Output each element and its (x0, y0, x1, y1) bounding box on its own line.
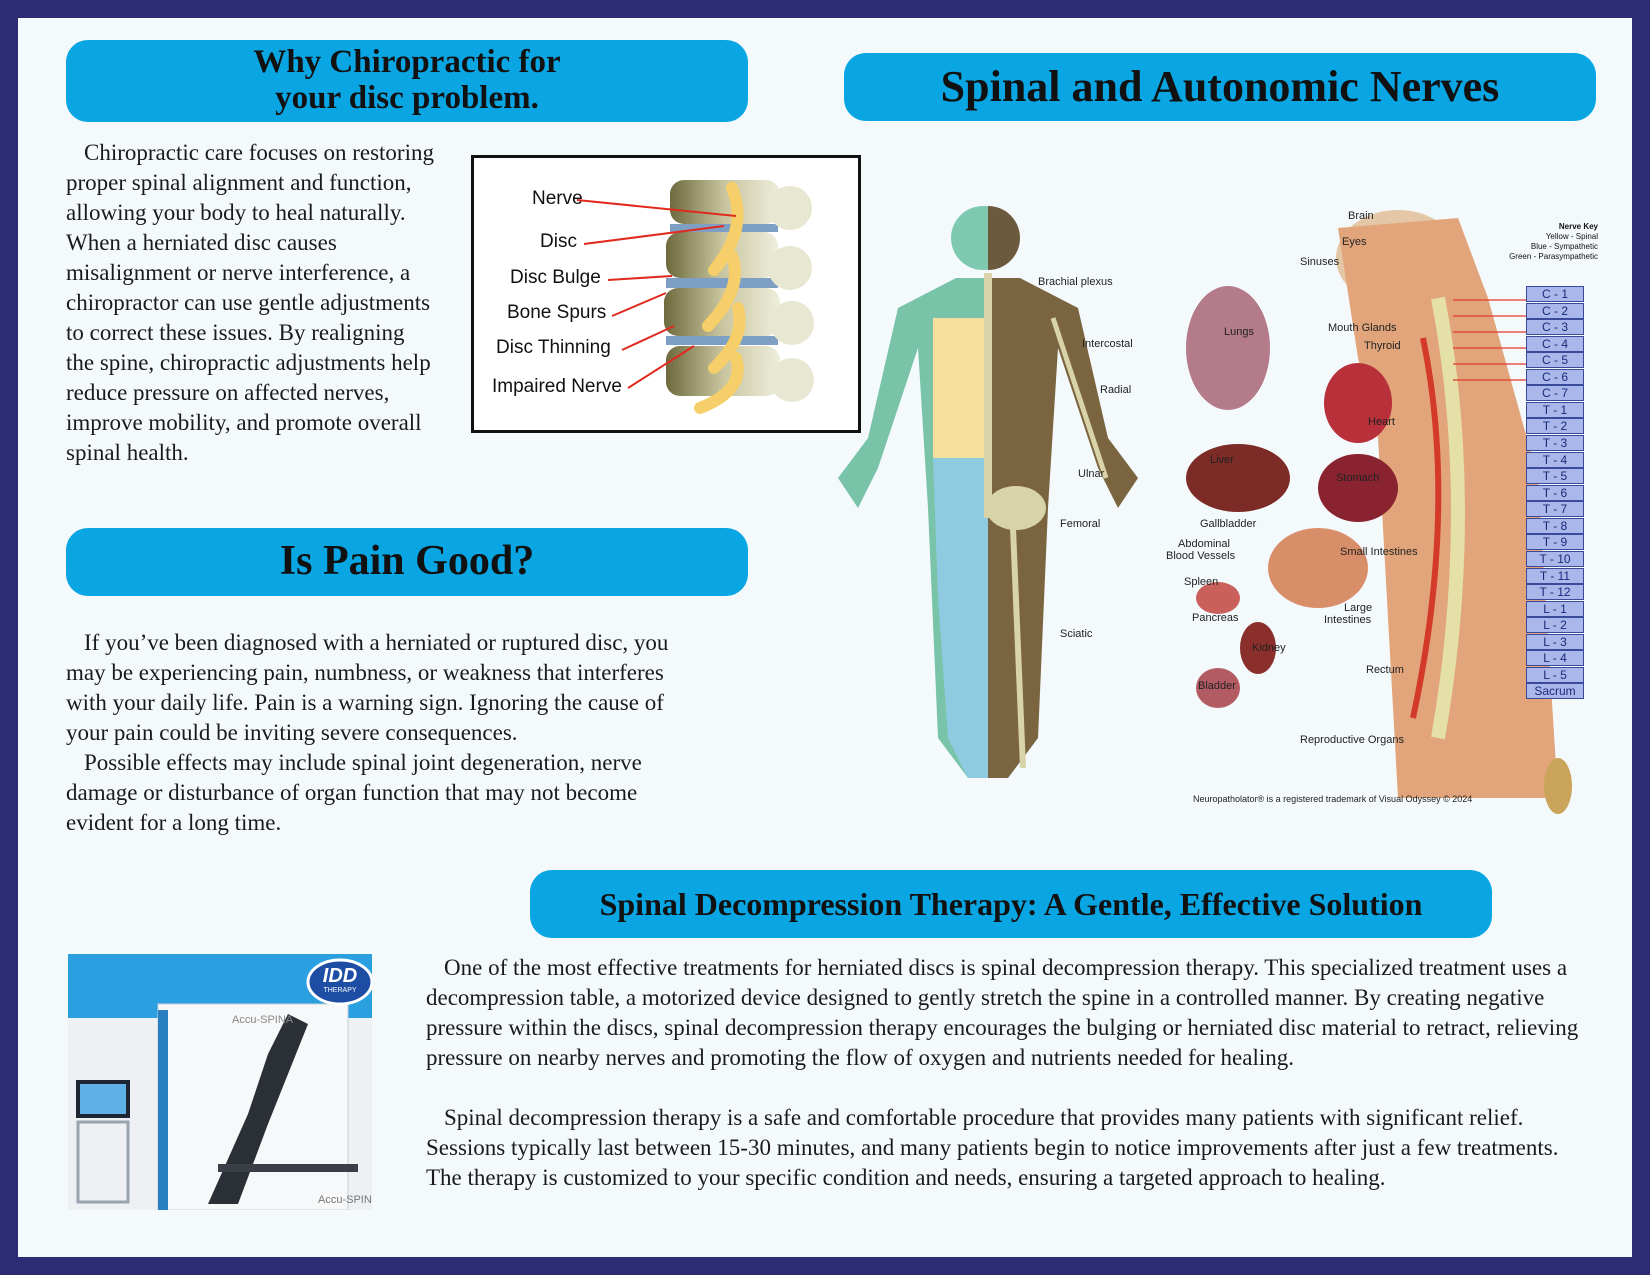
label-eyes: Eyes (1342, 236, 1367, 248)
nerve-key-sympathetic: Blue - Sympathetic (1530, 242, 1598, 251)
label-bone-spurs: Bone Spurs (507, 302, 607, 323)
vertebra-l4: L - 4 (1526, 650, 1584, 666)
label-brachial-plexus: Brachial plexus (1038, 276, 1113, 288)
label-impaired-nerve: Impaired Nerve (492, 376, 622, 397)
vertebra-l5: L - 5 (1526, 667, 1584, 683)
label-mouth-glands: Mouth Glands (1328, 322, 1397, 334)
label-thyroid: Thyroid (1364, 340, 1401, 352)
vertebra-l1: L - 1 (1526, 601, 1584, 617)
vertebra-t6: T - 6 (1526, 485, 1584, 501)
label-blood-vessels: Blood Vessels (1166, 550, 1236, 562)
vertebra-t4: T - 4 (1526, 452, 1584, 468)
label-small-intestines: Small Intestines (1340, 546, 1418, 558)
label-kidney: Kidney (1252, 642, 1286, 654)
decompression-machine-photo (68, 954, 372, 1210)
nerve-key-spinal: Yellow - Spinal (1545, 232, 1598, 241)
is-pain-good-text (66, 628, 706, 838)
organ-diagram (1186, 210, 1558, 798)
label-lungs: Lungs (1224, 326, 1254, 338)
vertebra-c6: C - 6 (1526, 369, 1584, 385)
disc-diagram (471, 155, 861, 433)
is-pain-good-heading: Is Pain Good? (66, 528, 748, 596)
vertebra-t9: T - 9 (1526, 534, 1584, 550)
vertebra-t2: T - 2 (1526, 418, 1584, 434)
page (18, 18, 1632, 1257)
label-bladder: Bladder (1198, 680, 1236, 692)
vertebra-c7: C - 7 (1526, 385, 1584, 401)
nerve-key (1488, 222, 1598, 262)
label-spleen: Spleen (1184, 576, 1219, 588)
vertebra-c1: C - 1 (1526, 286, 1584, 302)
label-stomach: Stomach (1336, 472, 1380, 484)
decompression-text (426, 953, 1596, 1193)
decompression-heading: Spinal Decompression Therapy: A Gentle, Effective Solution (530, 870, 1492, 938)
label-large: Large (1344, 602, 1373, 614)
human-figure (838, 206, 1138, 778)
vertebra-l2: L - 2 (1526, 617, 1584, 633)
vertebra-t1: T - 1 (1526, 402, 1584, 418)
trademark-notice: Neuropatholator® is a registered trademark of Visual Odyssey © 2024 (1193, 794, 1473, 804)
label-nerve: Nerve (532, 188, 583, 209)
spinal-nerves-heading: Spinal and Autonomic Nerves (844, 53, 1596, 121)
why-paragraph: Chiropractic care focuses on restoring proper spinal alignment and function, allowing your body to heal naturally. When a herniated disc causes misalignment or nerve interference, a chiropractor can use gentle adjustments to correct these issues. By realigning the spine, chiropractic adjustments help reduce pressure on affected nerves, improve mobility, and promote overall spinal health. (66, 140, 434, 465)
vertebra-t10: T - 10 (1526, 551, 1584, 567)
decompression-paragraph-2: Spinal decompression therapy is a safe and comfortable procedure that provides many patients with significant relief. Sessions typically last between 15-30 minutes, and many patients begin to notice improvements after just a few treatments. The therapy is customized to your specific condition and needs, ensuring a targeted approach to healing. (426, 1105, 1559, 1190)
why-title-line1: Why Chiropractic for (253, 44, 561, 81)
why-title-line2: your disc problem. (275, 80, 539, 116)
label-brain: Brain (1348, 210, 1374, 222)
accu-spina-brand-bottom: Accu-SPIN (318, 1194, 372, 1206)
idd-logo-subtext: THERAPY (323, 987, 357, 994)
accu-spina-brand: Accu-SPINA (232, 1014, 294, 1026)
label-sinuses: Sinuses (1300, 256, 1340, 268)
vertebra-sacrum: Sacrum (1526, 683, 1584, 699)
vertebra-t8: T - 8 (1526, 518, 1584, 534)
label-disc-thinning: Disc Thinning (496, 337, 611, 358)
label-gallbladder: Gallbladder (1200, 518, 1257, 530)
label-ulnar: Ulnar (1078, 468, 1105, 480)
label-radial: Radial (1100, 384, 1132, 396)
vertebra-c4: C - 4 (1526, 336, 1584, 352)
nerve-key-title: Nerve Key (1558, 222, 1598, 231)
pain-paragraph-1: If you’ve been diagnosed with a herniated or ruptured disc, you may be experiencing pain, numbness, or weakness that interferes with your daily life. Pain is a warning sign. Ignoring the cause of your pain could be inviting severe consequences. (66, 630, 669, 745)
why-chiropractic-text (66, 138, 436, 468)
label-pancreas: Pancreas (1192, 612, 1239, 624)
label-sciatic: Sciatic (1060, 628, 1093, 640)
label-disc-bulge: Disc Bulge (510, 267, 601, 288)
body-and-organ-illustration (838, 178, 1608, 818)
decompression-paragraph-1: One of the most effective treatments for herniated discs is spinal decompression therapy. This specialized treatment uses a decompression table, a motorized device designed to gently stretch the spine in a controlled manner. By creating negative pressure within the discs, spinal decompression therapy encourages the bulging or herniated disc material to retract, relieving pressure on nearby nerves and promoting the flow of oxygen and nutrients needed for healing. (426, 955, 1579, 1070)
nerve-chart (838, 178, 1608, 818)
vertebra-c3: C - 3 (1526, 319, 1584, 335)
label-heart: Heart (1368, 416, 1395, 428)
vertebra-c2: C - 2 (1526, 303, 1584, 319)
vertebra-c5: C - 5 (1526, 352, 1584, 368)
label-abdominal: Abdominal (1178, 538, 1230, 550)
idd-logo-text: IDD (322, 965, 358, 987)
nerve-key-parasympathetic: Green - Parasympathetic (1509, 252, 1598, 261)
label-reproductive-organs: Reproductive Organs (1300, 734, 1404, 746)
label-disc: Disc (540, 231, 577, 252)
label-intestines: Intestines (1324, 614, 1372, 626)
why-chiropractic-heading (66, 40, 748, 122)
vertebra-t3: T - 3 (1526, 435, 1584, 451)
vertebra-t12: T - 12 (1526, 584, 1584, 600)
pain-paragraph-2: Possible effects may include spinal joint degeneration, nerve damage or disturbance of organ function that may not become evident for a long time. (66, 750, 642, 835)
vertebra-t11: T - 11 (1526, 568, 1584, 584)
label-liver: Liver (1210, 454, 1234, 466)
vertebra-l3: L - 3 (1526, 634, 1584, 650)
label-rectum: Rectum (1366, 664, 1404, 676)
label-femoral: Femoral (1060, 518, 1101, 530)
vertebra-t5: T - 5 (1526, 468, 1584, 484)
label-intercostal: Intercostal (1082, 338, 1133, 350)
vertebra-t7: T - 7 (1526, 501, 1584, 517)
